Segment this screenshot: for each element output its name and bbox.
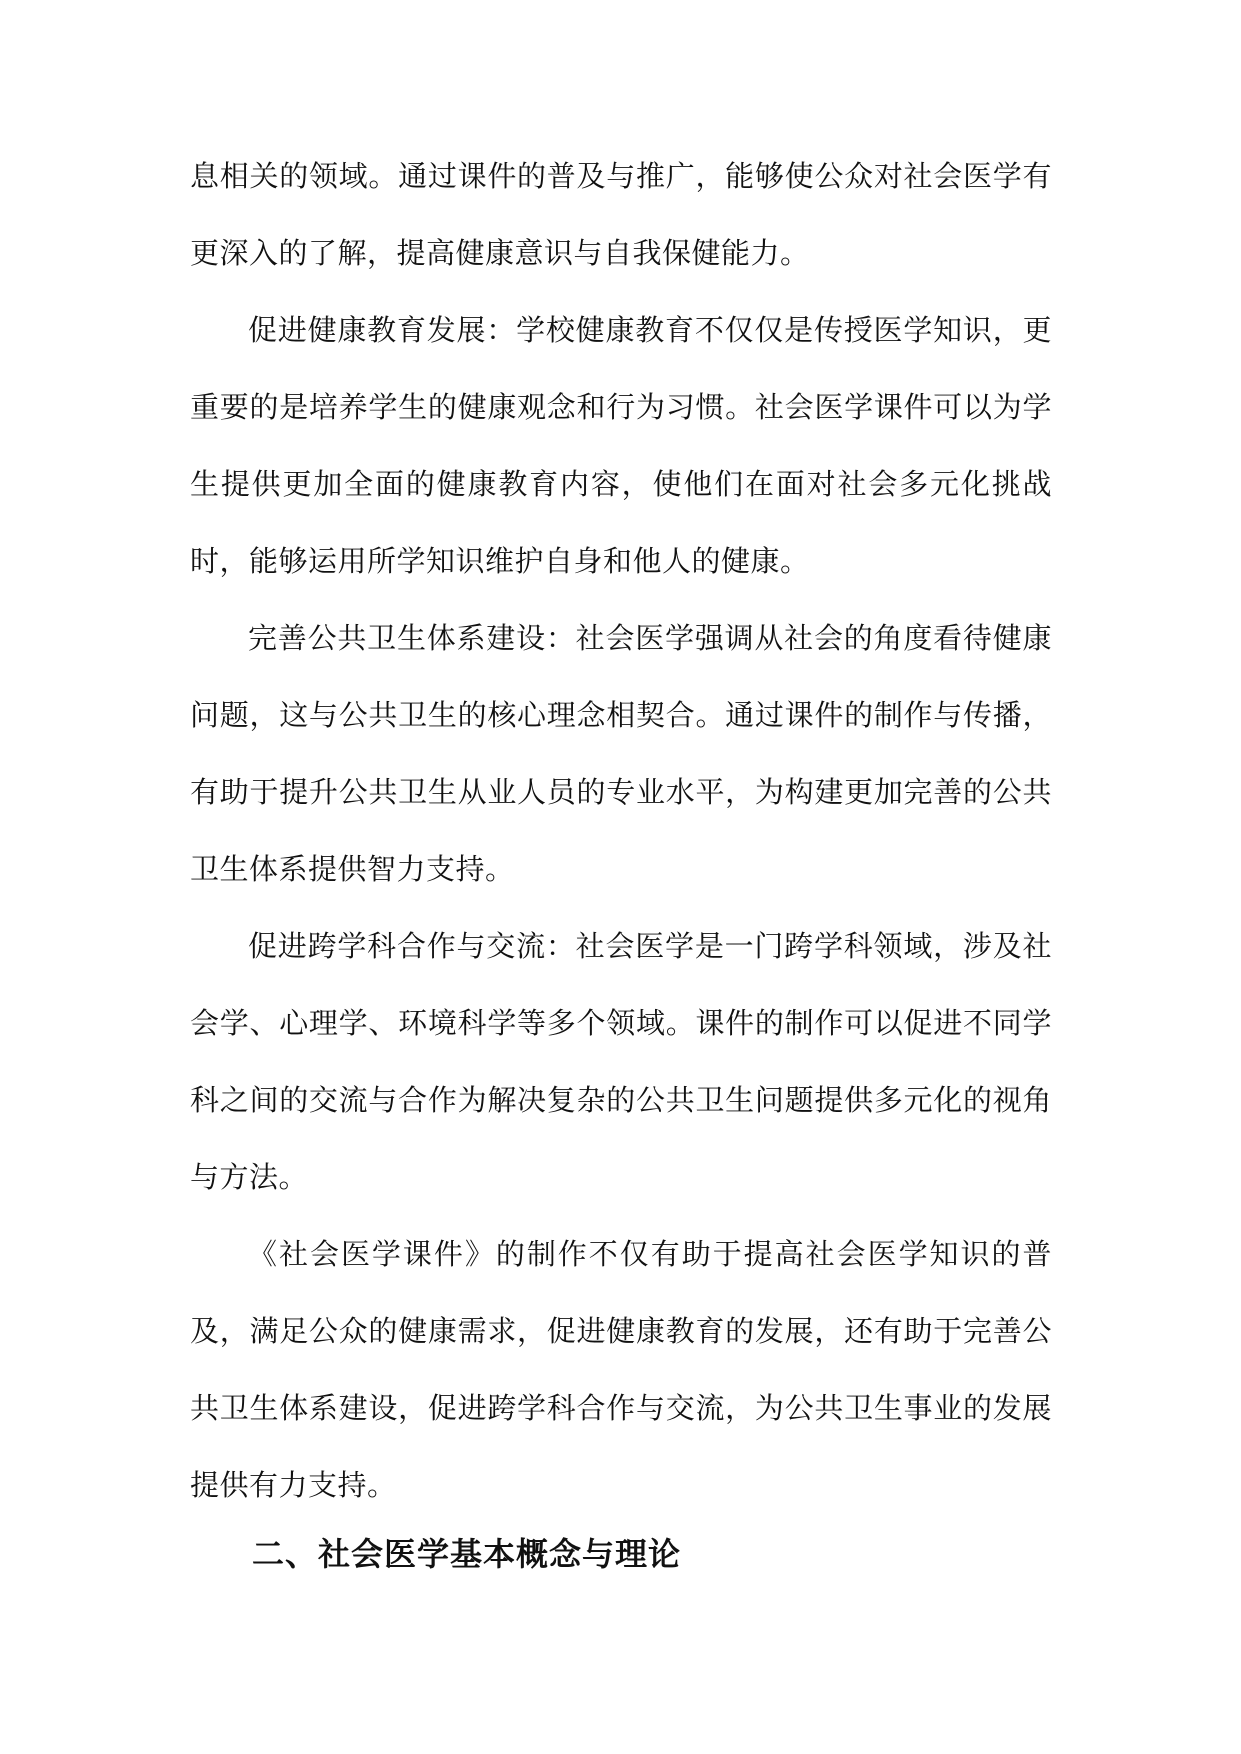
paragraph-interdisciplinary: 促进跨学科合作与交流：社会医学是一门跨学科领域，涉及社会学、心理学、环境科学等多个领域。课件的制作可以促进不同学科之间的交流与合作为解决复杂的公共卫生问题提供多元化的视角与方法。: [190, 929, 1052, 1194]
section-heading: 二、社会医学基本概念与理论: [252, 1535, 682, 1573]
paragraph-summary: 《社会医学课件》的制作不仅有助于提高社会医学知识的普及，满足公众的健康需求，促进健康教育的发展，还有助于完善公共卫生体系建设，促进跨学科合作与交流，为公共卫生事业的发展提供有力支持。: [190, 1237, 1052, 1502]
paragraph-intro-continuation: 息相关的领域。通过课件的普及与推广，能够使公众对社会医学有更深入的了解，提高健康意识与自我保健能力。: [190, 159, 1052, 270]
body-text: [190, 138, 1052, 1524]
paragraph-public-health-system: 完善公共卫生体系建设：社会医学强调从社会的角度看待健康问题，这与公共卫生的核心理念相契合。通过课件的制作与传播，有助于提升公共卫生从业人员的专业水平，为构建更加完善的公共卫生体系提供智力支持。: [190, 621, 1052, 886]
paragraph-health-education: 促进健康教育发展：学校健康教育不仅仅是传授医学知识，更重要的是培养学生的健康观念和行为习惯。社会医学课件可以为学生提供更加全面的健康教育内容，使他们在面对社会多元化挑战时，能够运用所学知识维护自身和他人的健康。: [190, 313, 1052, 578]
